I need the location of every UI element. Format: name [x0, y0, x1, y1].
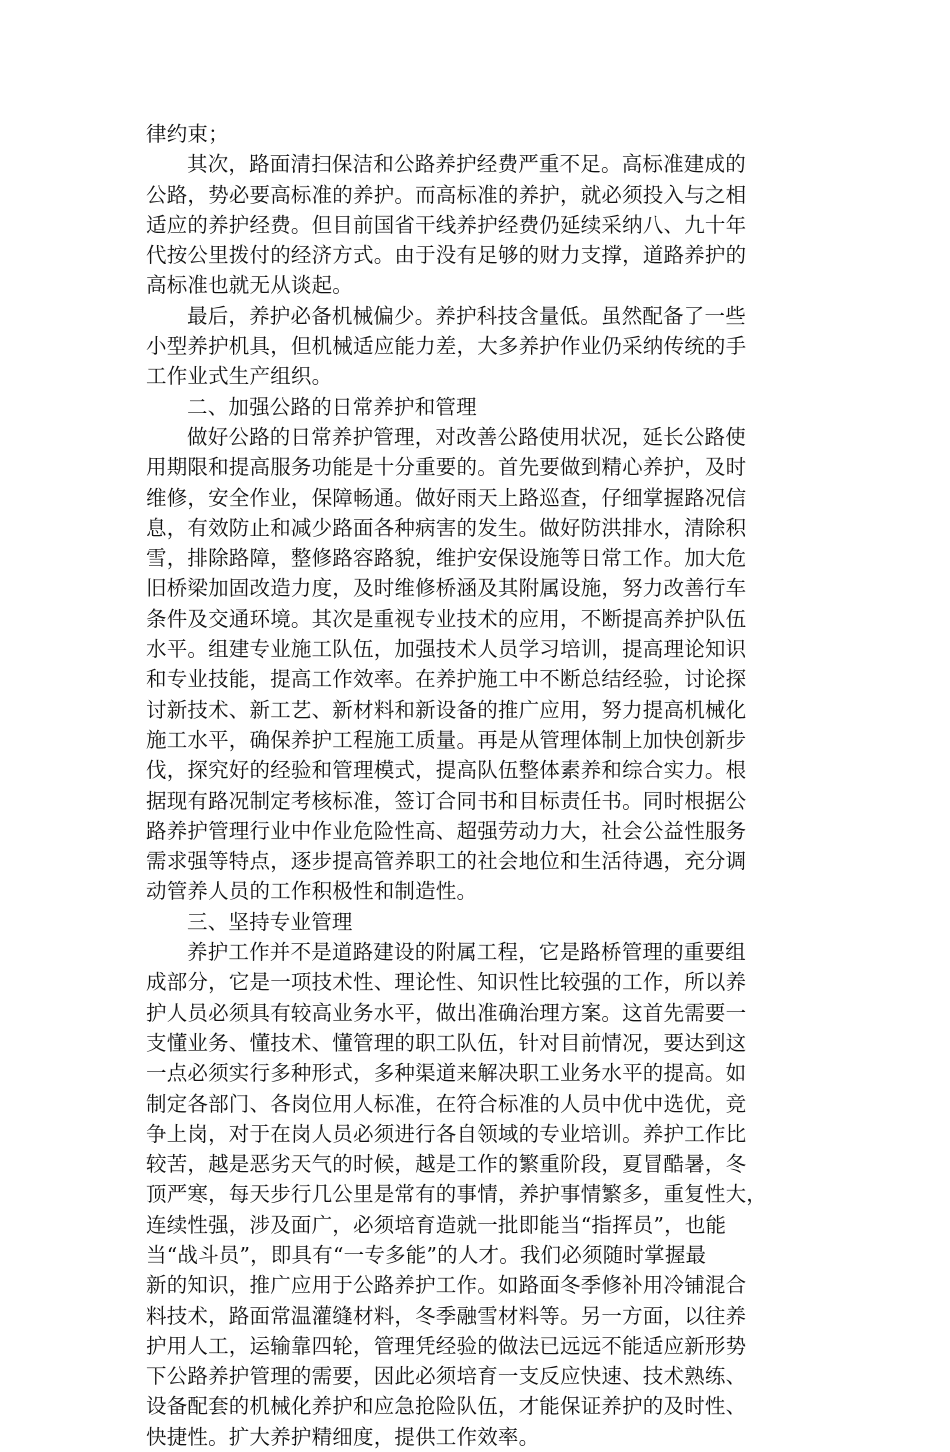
text-line: 当“战斗员”，即具有“一专多能”的人才。我们必须随时掌握最 — [146, 1242, 707, 1267]
document-body — [146, 119, 806, 1452]
text-line: 工作业式生产组织。 — [146, 364, 333, 389]
text-line: 旧桥梁加固改造力度，及时维修桥涵及其附属设施，努力改善行车 — [146, 576, 747, 601]
text-line: 动管养人员的工作积极性和制造性。 — [146, 879, 478, 904]
text-line: 条件及交通环境。其次是重视专业技术的应用，不断提高养护队伍 — [146, 606, 747, 631]
text-line: 顶严寒，每天步行几公里是常有的事情，养护事情繁多，重复性大， — [146, 1182, 767, 1207]
text-line: 路养护管理行业中作业危险性高、超强劳动力大，社会公益性服务 — [146, 818, 747, 843]
text-line: 其次，路面清扫保洁和公路养护经费严重不足。高标准建成的 — [187, 152, 746, 177]
text-line: 成部分，它是一项技术性、理论性、知识性比较强的工作，所以养 — [146, 970, 747, 995]
text-line: 水平。组建专业施工队伍，加强技术人员学习培训，提高理论知识 — [146, 637, 747, 662]
text-line: 支懂业务、懂技术、懂管理的职工队伍，针对目前情况，要达到这 — [146, 1030, 747, 1055]
text-line: 较苦，越是恶劣天气的时候，越是工作的繁重阶段，夏冒酷暑，冬 — [146, 1152, 747, 1177]
text-line: 息，有效防止和减少路面各种病害的发生。做好防洪排水，清除积 — [146, 515, 747, 540]
text-line: 二、加强公路的日常养护和管理 — [187, 394, 477, 419]
text-line: 据现有路况制定考核标准，签订合同书和目标责任书。同时根据公 — [146, 788, 747, 813]
text-line: 料技术，路面常温灌缝材料，冬季融雪材料等。另一方面，以往养 — [146, 1303, 747, 1328]
text-line: 快捷性。扩大养护精细度，提供工作效率。 — [146, 1424, 540, 1449]
text-line: 下公路养护管理的需要，因此必须培育一支反应快速、技术熟练、 — [146, 1364, 747, 1389]
text-line: 设备配套的机械化养护和应急抢险队伍，才能保证养护的及时性、 — [146, 1394, 747, 1419]
text-line: 做好公路的日常养护管理，对改善公路使用状况，延长公路使 — [187, 424, 746, 449]
text-line: 伐，探究好的经验和管理模式，提高队伍整体素养和综合实力。根 — [146, 758, 747, 783]
text-line: 维修，安全作业，保障畅通。做好雨天上路巡查，仔细掌握路况信 — [146, 485, 747, 510]
text-line: 制定各部门、各岗位用人标准，在符合标准的人员中优中选优，竞 — [146, 1091, 747, 1116]
text-line: 最后，养护必备机械偏少。养护科技含量低。虽然配备了一些 — [187, 303, 746, 328]
text-line: 代按公里拨付的经济方式。由于没有足够的财力支撑，道路养护的 — [146, 243, 747, 268]
text-line: 律约束； — [146, 122, 229, 146]
text-line: 新的知识，推广应用于公路养护工作。如路面冬季修补用冷铺混合 — [146, 1273, 747, 1298]
text-line: 施工水平，确保养护工程施工质量。再是从管理体制上加快创新步 — [146, 727, 747, 752]
text-line: 讨新技术、新工艺、新材料和新设备的推广应用，努力提高机械化 — [146, 697, 747, 722]
text-line: 小型养护机具，但机械适应能力差，大多养护作业仍采纳传统的手 — [146, 334, 747, 359]
text-line: 用期限和提高服务功能是十分重要的。首先要做到精心养护，及时 — [146, 455, 747, 480]
text-line: 养护工作并不是道路建设的附属工程，它是路桥管理的重要组 — [187, 940, 746, 965]
text-line: 连续性强，涉及面广，必须培育造就一批即能当“指挥员”，也能 — [146, 1212, 727, 1237]
text-line: 护用人工，运输靠四轮，管理凭经验的做法已远远不能适应新形势 — [146, 1333, 747, 1358]
text-line: 三、坚持专业管理 — [187, 909, 353, 934]
text-line: 护人员必须具有较高业务水平，做出准确治理方案。这首先需要一 — [146, 1000, 747, 1025]
text-line: 一点必须实行多种形式，多种渠道来解决职工业务水平的提高。如 — [146, 1061, 747, 1086]
text-line: 需求强等特点，逐步提高管养职工的社会地位和生活待遇，充分调 — [146, 849, 747, 874]
text-line: 高标准也就无从谈起。 — [146, 273, 353, 298]
text-line: 和专业技能，提高工作效率。在养护施工中不断总结经验，讨论探 — [146, 667, 747, 692]
text-line: 公路，势必要高标准的养护。而高标准的养护，就必须投入与之相 — [146, 182, 747, 207]
text-line: 适应的养护经费。但目前国省干线养护经费仍延续采纳八、九十年 — [146, 212, 747, 237]
text-line: 雪，排除路障，整修路容路貌，维护安保设施等日常工作。加大危 — [146, 546, 747, 571]
text-line: 争上岗，对于在岗人员必须进行各自领域的专业培训。养护工作比 — [146, 1121, 747, 1146]
